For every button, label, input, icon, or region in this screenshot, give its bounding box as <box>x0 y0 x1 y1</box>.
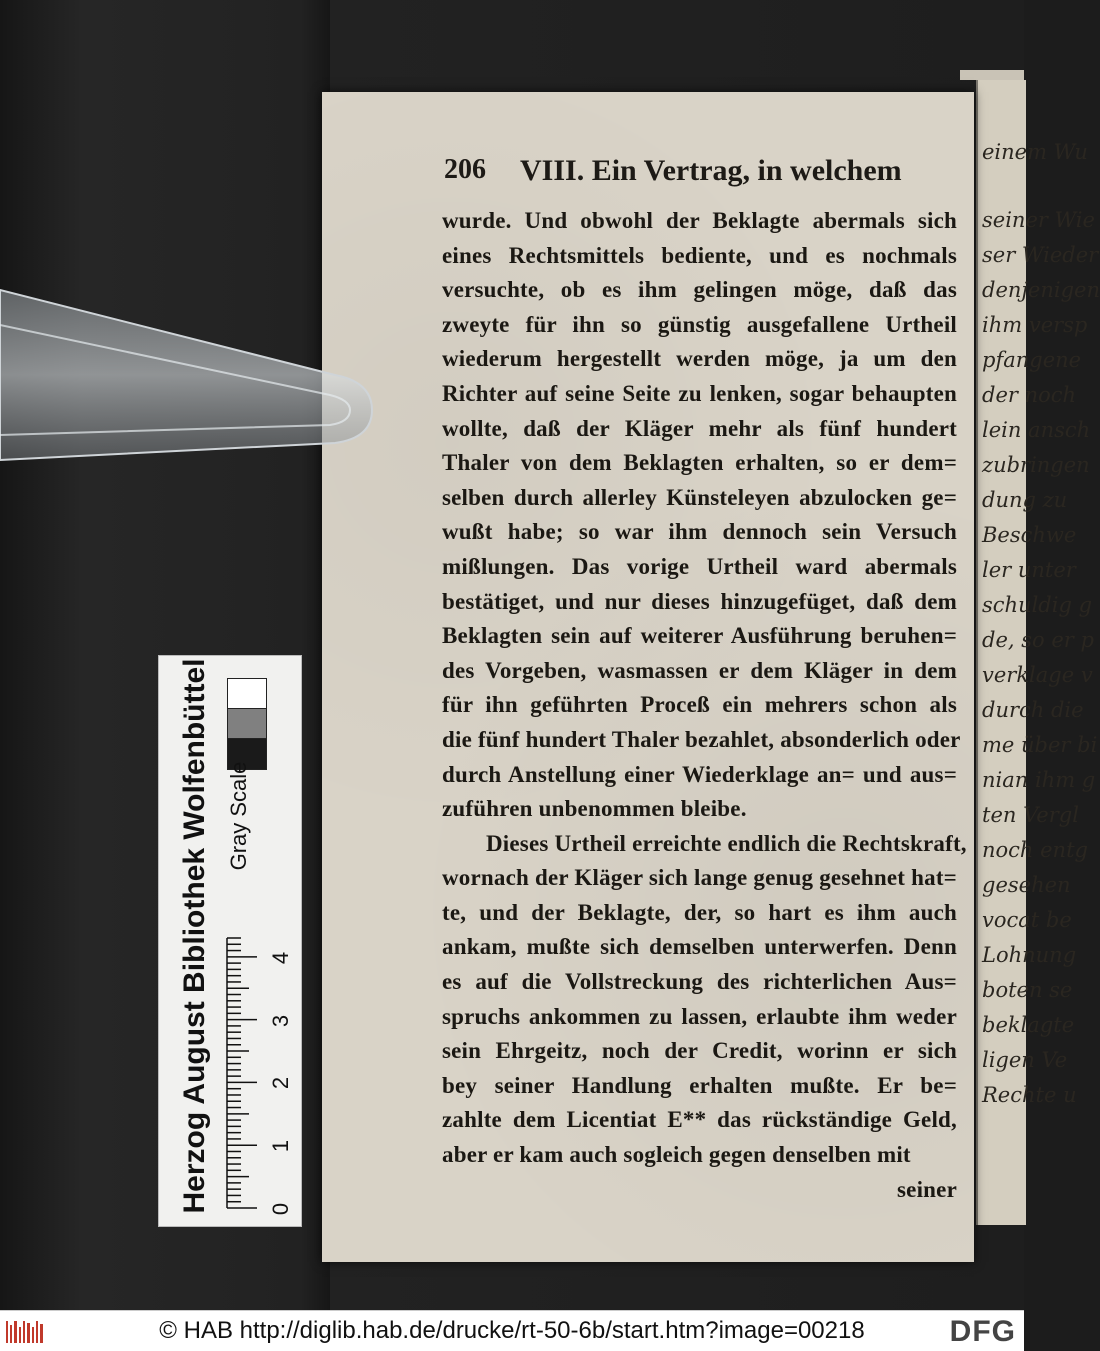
text-line: die fünf hundert Thaler bezahlet, absonderlich oder <box>442 726 961 752</box>
facing-text-fragment: zubringen <box>982 453 1090 477</box>
copyright-text: © HAB http://diglib.hab.de/drucke/rt-50-6b/start.htm?image=00218 <box>159 1317 865 1344</box>
facing-text-fragment: pfangene <box>982 348 1082 372</box>
facing-text-fragment: vocat be <box>982 908 1072 932</box>
gray-scale-text: Gray Scale <box>226 761 251 871</box>
text-line: zahlte dem Licentiat E** das rückständige Geld, <box>442 1107 957 1133</box>
page-body <box>442 204 967 1207</box>
facing-text-fragment: denjenigen <box>982 278 1100 302</box>
facing-text-fragment: boten se <box>982 978 1073 1002</box>
text-line: selben durch allerley Künsteleyen abzulocken ge= <box>442 484 957 510</box>
facing-text-fragment: verklage v <box>982 663 1093 687</box>
text-line: wollte, daß der Kläger mehr als fünf hundert <box>442 415 957 441</box>
facing-text-fragment: Beschwe <box>982 523 1077 547</box>
gray-scale-card <box>158 655 302 1227</box>
facing-text-fragment: durch die <box>982 698 1084 722</box>
facing-text-fragment: der noch <box>982 383 1077 407</box>
text-line: wußt habe; so war ihm dennoch sein Versuch <box>442 519 957 545</box>
gray-scale-label <box>219 756 259 876</box>
text-line: sein Ehrgeitz, noch der Credit, worinn er sich <box>442 1038 957 1064</box>
institution-label <box>165 656 225 1216</box>
page-header <box>444 154 902 194</box>
running-head: VIII. Ein Vertrag, in welchem <box>520 154 902 187</box>
institution-text: Herzog August Bibliothek Wolfenbüttel <box>178 658 211 1214</box>
dfg-logo: DFG <box>949 1315 1016 1348</box>
text-line: zuführen unbenommen bleibe. <box>442 796 747 822</box>
text-line: versuchte, ob es ihm gelingen möge, daß das <box>442 277 957 303</box>
text-line: spruchs ankommen zu lassen, erlaubte ihm weder <box>442 1003 957 1029</box>
catchword: seiner <box>897 1176 957 1202</box>
facing-text-fragment: nian ihm g <box>982 768 1096 792</box>
text-line: Beklagten sein auf weiterer Ausführung beruhen= <box>442 623 957 649</box>
text-line: te, und der Beklagte, der, so hart es ihm auch <box>442 899 957 925</box>
text-line: wurde. Und obwohl der Beklagte abermals sich <box>442 208 957 233</box>
text-line: bestätiget, und nur dieses hinzugefüget, daß dem <box>442 588 957 614</box>
facing-text-fragment: noch entg <box>982 838 1088 862</box>
facing-text-fragment: me über bi <box>982 733 1098 757</box>
page-number: 206 <box>444 154 486 185</box>
text-line: des Vorgeben, wasmassen er dem Kläger in dem <box>442 657 957 683</box>
facing-text-fragment: Rechte u <box>982 1083 1077 1107</box>
facing-page-edge <box>960 70 1024 80</box>
text-line: wiederum hergestellt werden möge, ja um den <box>442 346 957 372</box>
facing-page <box>976 80 1100 1225</box>
text-line: es auf die Vollstreckung des richterlichen Aus= <box>442 969 957 995</box>
book-page <box>322 92 974 1262</box>
text-line: Thaler von dem Beklagten erhalten, so er dem= <box>442 450 957 476</box>
ruler-number: 0 <box>268 1202 293 1216</box>
facing-text-fragment: lein ansch <box>982 418 1091 442</box>
text-line: ankam, mußte sich demselben unterwerfen. Denn <box>442 934 957 960</box>
facing-text-fragment: ten Vergl <box>982 803 1079 827</box>
swatch-gray <box>227 708 267 740</box>
facing-text-fragment: beklagte <box>982 1013 1075 1037</box>
facing-text-fragment: ler unter <box>982 558 1076 582</box>
facing-text-fragment: ser Wieder <box>982 243 1099 267</box>
facing-text-fragment: ihm versp <box>982 313 1088 337</box>
ruler-number: 4 <box>268 951 293 964</box>
page-clip <box>0 270 395 470</box>
text-line: für ihn geführten Proceß ein mehrers schon als <box>442 692 957 718</box>
text-line: mißlungen. Das vorige Urtheil ward abermals <box>442 553 957 579</box>
facing-text-fragment: schuldig g <box>982 593 1093 617</box>
facing-text-fragment: einem Wu <box>982 140 1088 164</box>
ruler-number: 2 <box>268 1077 293 1090</box>
text-line: eines Rechtsmittels bediente, und es nochmals <box>442 242 957 268</box>
swatch-white <box>227 678 267 710</box>
text-line: Dieses Urtheil erreichte endlich die Rechtskraft, <box>486 830 967 856</box>
footer-bar <box>0 1310 1024 1351</box>
ruler-number: 1 <box>268 1140 293 1153</box>
facing-text-fragment: gesehen <box>982 873 1071 897</box>
facing-text-fragment: ligen Ve <box>982 1048 1068 1072</box>
text-line: wornach der Kläger sich lange genug gesehnet hat= <box>442 865 957 891</box>
facing-text-fragment: Lohnung <box>982 943 1077 967</box>
text-line: zweyte für ihn so günstig ausgefallene Urtheil <box>442 311 957 337</box>
text-line: Richter auf seine Seite zu lenken, sogar behaupten <box>442 380 957 406</box>
facing-text-fragment: seiner Wie <box>982 208 1095 232</box>
facing-text-fragment: de, so er p <box>982 628 1094 652</box>
text-line: aber er kam auch sogleich gegen denselben mit <box>442 1142 911 1168</box>
text-line: bey seiner Handlung erhalten mußte. Er be= <box>442 1072 957 1098</box>
ruler-number: 3 <box>268 1014 293 1027</box>
facing-text-fragment: dung zu <box>982 488 1068 512</box>
text-line: durch Anstellung einer Wiederklage an= und aus= <box>442 761 957 787</box>
